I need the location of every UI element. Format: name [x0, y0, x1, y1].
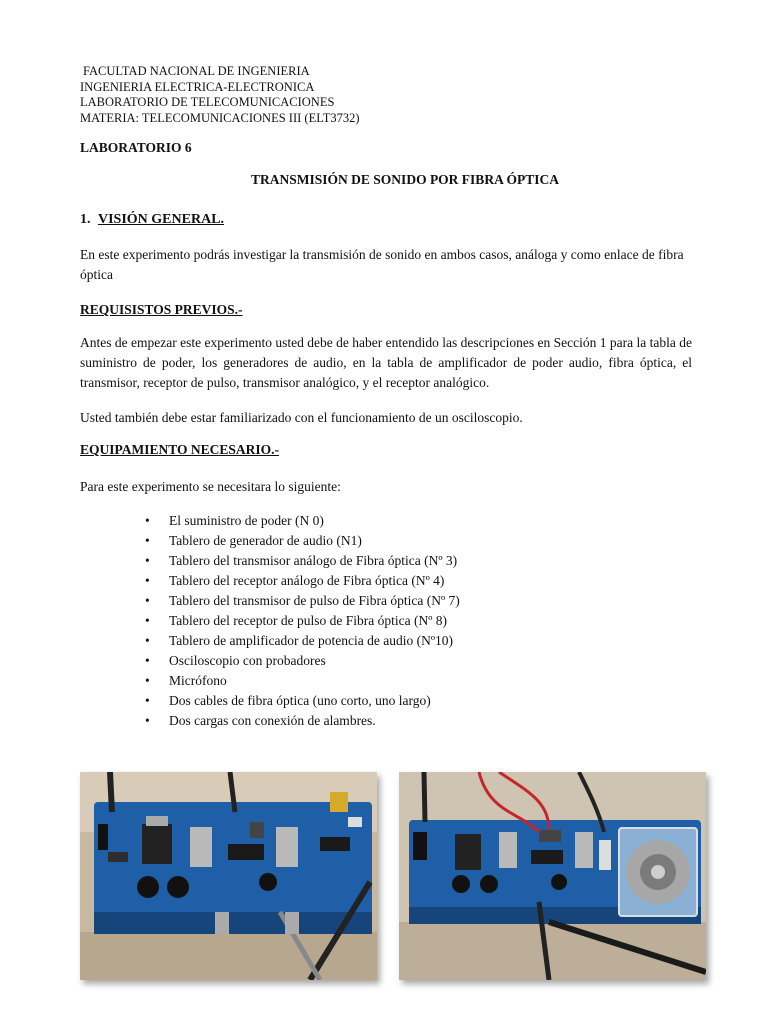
bullet-icon: •: [145, 513, 150, 528]
bullet-icon: •: [145, 573, 150, 588]
prerequisites-paragraph: Antes de empezar este experimento usted debe de haber entendido las descripciones en Sección 1 para la tabla de suministro de poder, los generadores de audio, en la tabla de amplificador de poder audio, fibra óptica, el transmisor, receptor de pulso, transmisor analógico, y el receptor analógico.: [80, 335, 692, 390]
list-item: • Tablero de amplificador de potencia de audio (Nº10): [145, 631, 460, 651]
bullet-icon: •: [145, 713, 150, 728]
list-item: • Tablero del receptor análogo de Fibra óptica (Nº 4): [145, 571, 460, 591]
laboratory-name: LABORATORIO DE TELECOMUNICACIONES: [80, 95, 335, 109]
bullet-icon: •: [145, 533, 150, 548]
equipment-list: [145, 511, 460, 731]
bullet-icon: •: [145, 613, 150, 628]
faculty-name: FACULTAD NACIONAL DE INGENIERIA: [83, 64, 310, 78]
bullet-icon: •: [145, 673, 150, 688]
list-item: • Dos cables de fibra óptica (uno corto, uno largo): [145, 691, 460, 711]
section-title: VISIÓN GENERAL.: [98, 212, 225, 227]
department-name: INGENIERIA ELECTRICA-ELECTRONICA: [80, 79, 315, 94]
circuit-board-speaker-image: [399, 772, 706, 980]
bullet-icon: •: [145, 693, 150, 708]
course-name: MATERIA: TELECOMUNICACIONES III (ELT3732): [80, 110, 360, 125]
list-item: • Tablero del receptor de pulso de Fibra óptica (Nº 8): [145, 611, 460, 631]
bullet-icon: •: [145, 633, 150, 648]
list-item: • Osciloscopio con probadores: [145, 651, 460, 671]
lab-number: LABORATORIO 6: [80, 140, 192, 155]
lab-boards-photo-left: [80, 772, 377, 980]
list-item: • Tablero de generador de audio (N1): [145, 531, 460, 551]
bullet-icon: •: [145, 593, 150, 608]
list-item: • Micrófono: [145, 671, 460, 691]
section-number: 1.: [80, 212, 91, 227]
equipment-intro: Para este experimento se necesitara lo siguiente:: [80, 479, 341, 494]
list-item: • Dos cargas con conexión de alambres.: [145, 711, 460, 731]
equipment-heading: EQUIPAMIENTO NECESARIO.-: [80, 442, 280, 457]
list-item: • Tablero del transmisor análogo de Fibra óptica (Nº 3): [145, 551, 460, 571]
oscilloscope-paragraph: Usted también debe estar familiarizado con el funcionamiento de un osciloscopio.: [80, 410, 523, 425]
document-title: TRANSMISIÓN DE SONIDO POR FIBRA ÓPTICA: [251, 172, 559, 187]
bullet-icon: •: [145, 653, 150, 668]
lab-boards-photo-right: [399, 772, 706, 980]
bullet-icon: •: [145, 553, 150, 568]
list-item: • El suministro de poder (N 0): [145, 511, 460, 531]
section-1-heading: [80, 212, 224, 228]
circuit-board-image: [80, 772, 377, 980]
overview-paragraph: En este experimento podrás investigar la transmisión de sonido en ambos casos, análoga y como enlace de fibra óptica: [80, 247, 684, 282]
institution-header: [80, 64, 360, 126]
prerequisites-heading: REQUISISTOS PREVIOS.-: [80, 302, 243, 317]
list-item: • Tablero del transmisor de pulso de Fibra óptica (Nº 7): [145, 591, 460, 611]
